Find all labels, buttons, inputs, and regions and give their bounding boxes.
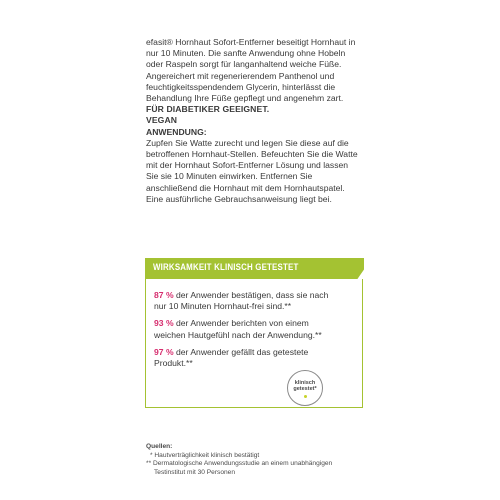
stat-item	[154, 290, 334, 312]
clinically-tested-seal	[287, 370, 323, 406]
source-item: ** Dermatologische Anwendungsstudie an einem unabhängigen	[146, 460, 333, 468]
stat-percentage: 93 %	[154, 318, 174, 329]
clinical-efficacy-title: WIRKSAMKEIT KLINISCH GETESTET	[153, 262, 299, 272]
clinical-efficacy-box	[145, 258, 364, 408]
seal-dot-icon	[304, 395, 307, 398]
source-item: * Hautverträglichkeit klinisch bestätigt	[150, 452, 260, 460]
stat-text: der Anwender berichten von einem weichen Hautgefühl nach der Anwendung.**	[154, 318, 322, 340]
intro-paragraph: efasit® Hornhaut Sofort-Entferner beseitigt Hornhaut in nur 10 Minuten. Die sanfte Anwendung ohne Hobeln oder Raspeln sorgt für langanhaltend weiche Füße. Angereichert mit regenerierendem Panthenol und feuchtigkeitsspendendem Glycerin, hinterlässt die Behandlung Ihre Füße gepflegt und angenehm zart.	[146, 37, 356, 104]
source-item: Testinstitut mit 30 Personen	[154, 468, 235, 476]
stat-text: der Anwender gefällt das getestete Produkt.**	[154, 346, 309, 369]
vegan-label: VEGAN	[146, 115, 178, 126]
product-description	[146, 37, 362, 205]
stat-item	[154, 318, 334, 340]
usage-title: ANWENDUNG:	[146, 126, 207, 137]
stat-text: der Anwender bestätigen, dass sie nach nur 10 Minuten Hornhaut-frei sind.**	[154, 290, 329, 312]
sources-title: Quellen:	[146, 443, 173, 450]
stat-item	[154, 347, 334, 369]
seal-line-1: klinisch	[294, 380, 316, 386]
clinical-stats	[154, 290, 334, 375]
usage-instructions: Zupfen Sie Watte zurecht und legen Sie diese auf die betroffenen Hornhaut-Stellen. Befeuchten Sie die Watte mit der Hornhaut Sofort-Entferner Lösung und lassen Sie sie 10 Minuten einwirken. Entfernen Sie anschließend die Hornhaut mit dem Hornhautspatel. Eine ausführliche Gebrauchsanweisung liegt bei.	[146, 137, 358, 204]
sources-section	[146, 443, 366, 477]
stat-percentage: 97 %	[154, 346, 174, 357]
diabetic-suitable-label: FÜR DIABETIKER GEEIGNET.	[146, 104, 270, 115]
seal-line-2: getestet*	[293, 386, 317, 393]
stat-percentage: 87 %	[154, 290, 174, 300]
